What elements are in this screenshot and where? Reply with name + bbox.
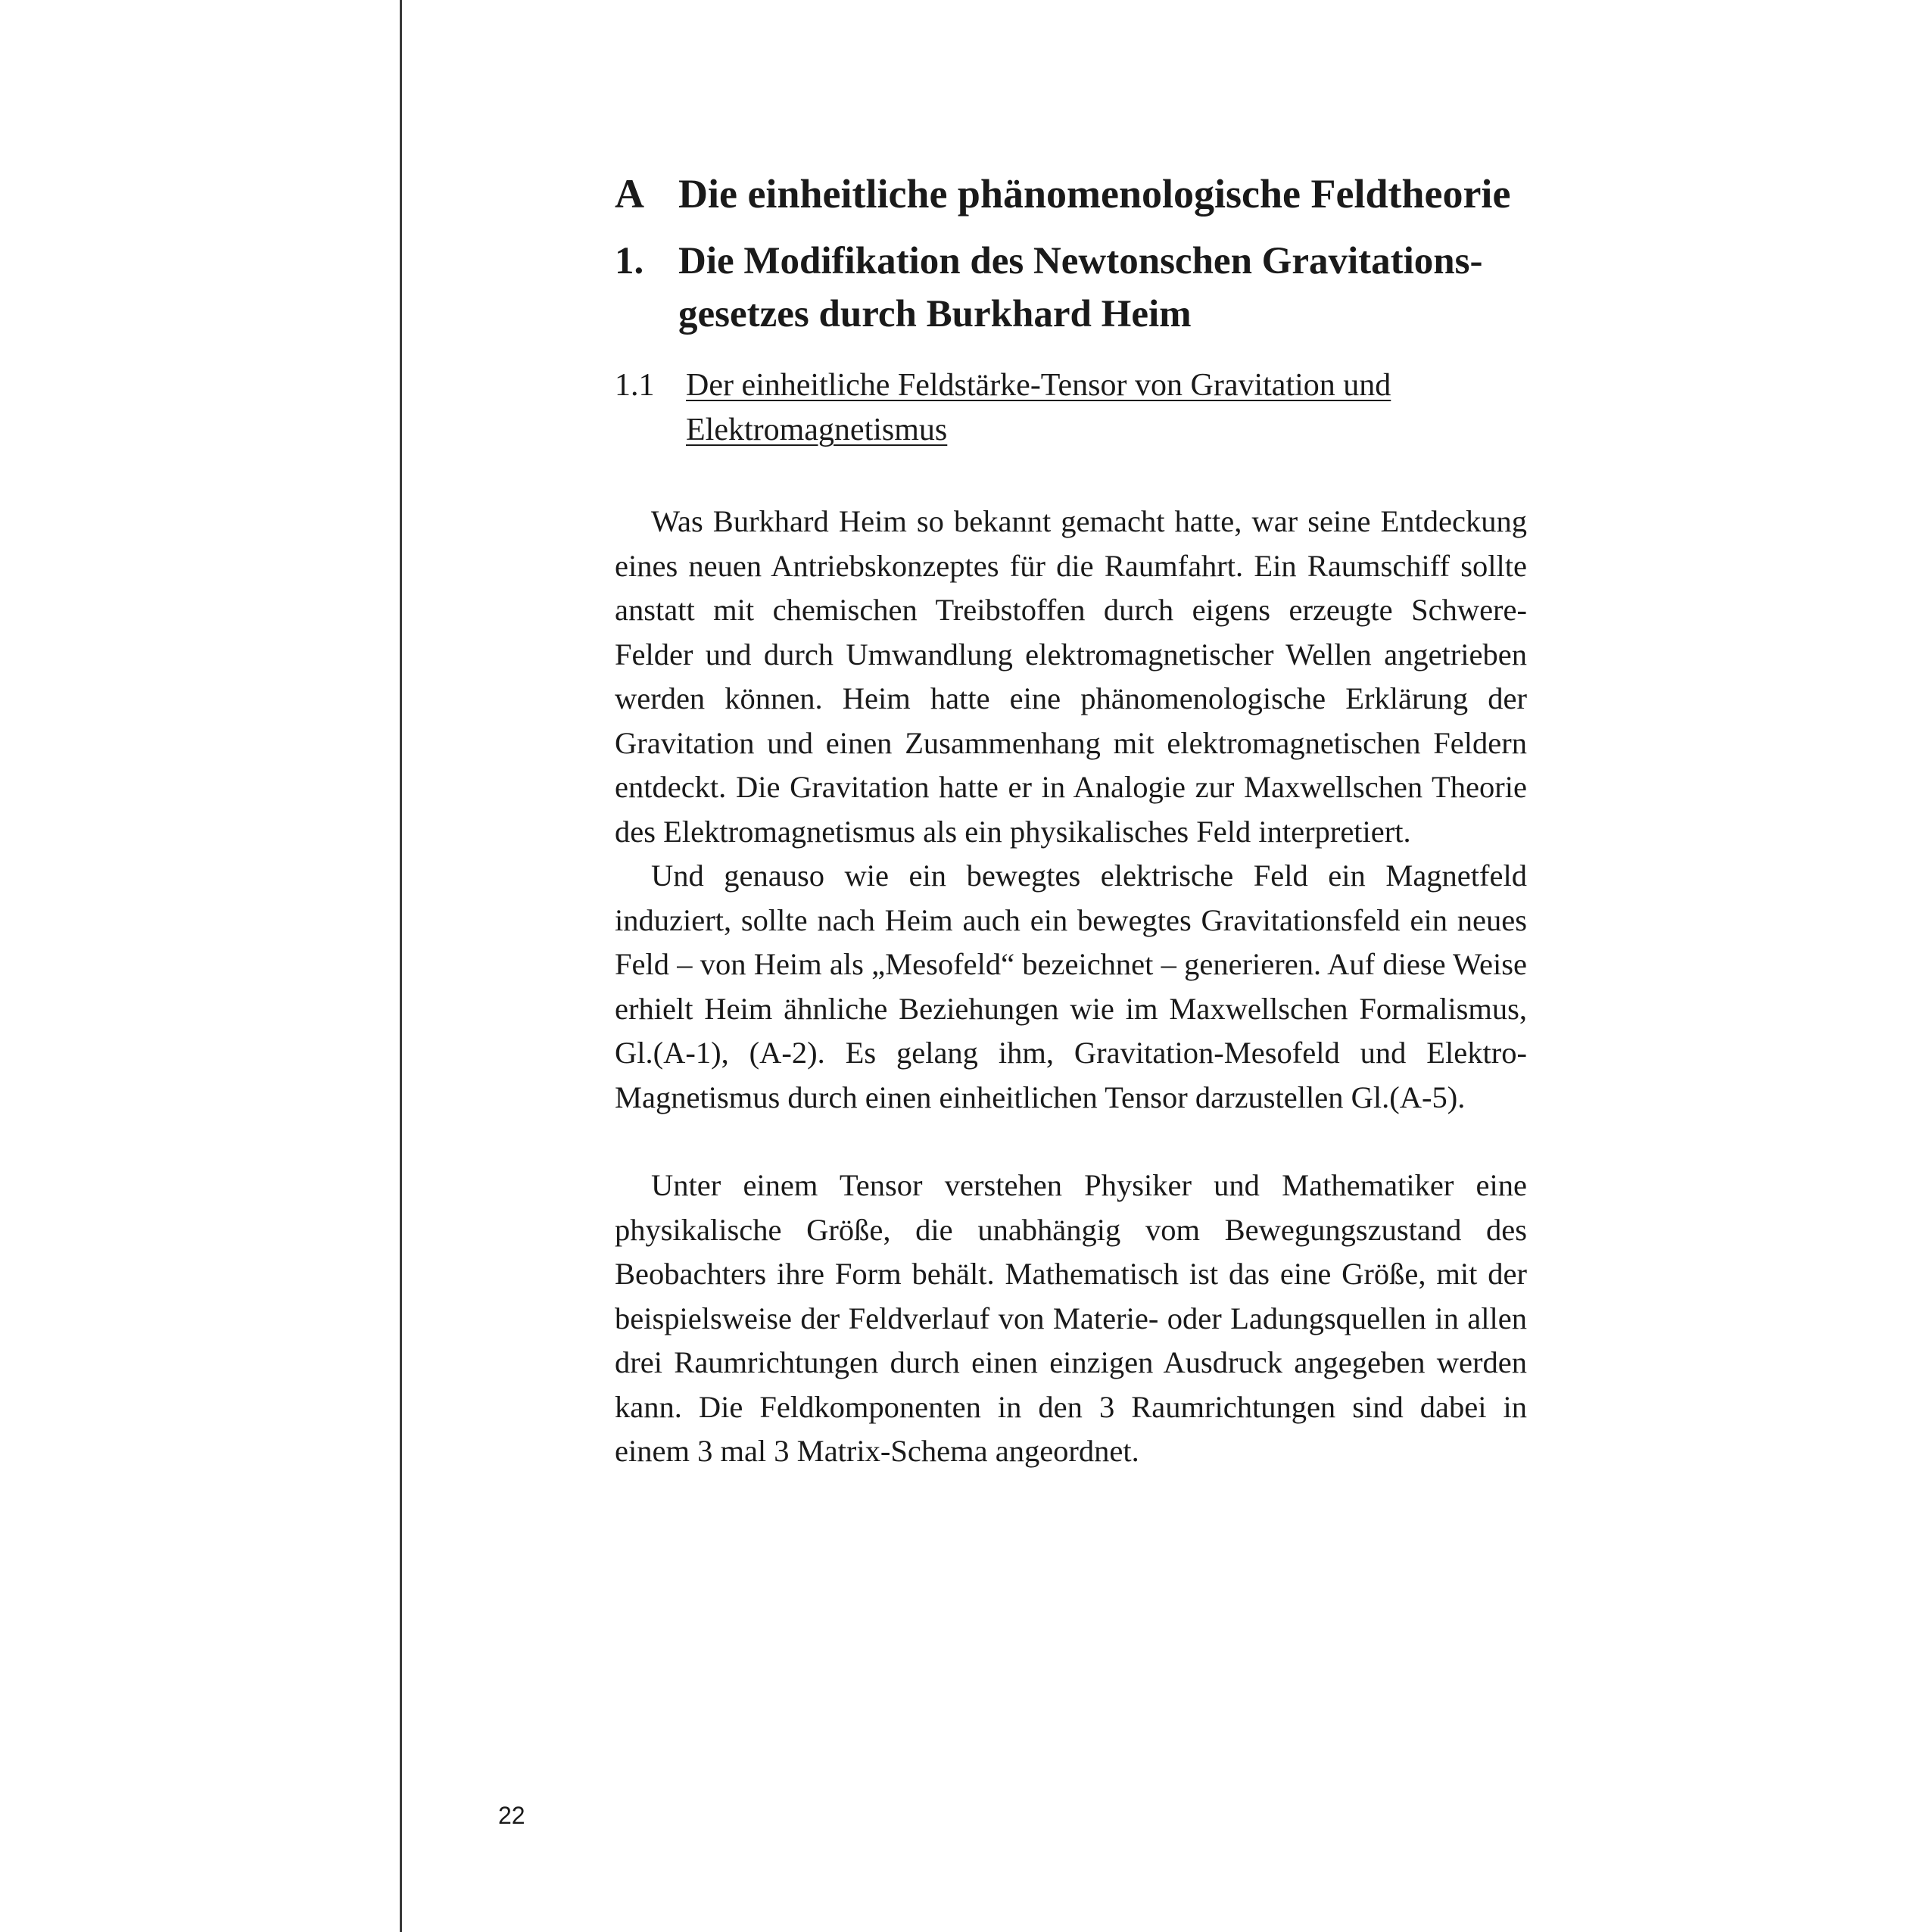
page-gutter-line [400,0,402,1932]
chapter-title: Die Modifikation des Newtonschen Gravitations-gesetzes durch Burkhard Heim [678,240,1483,335]
part-number: A [615,171,644,217]
section-heading [615,363,1527,453]
body-paragraph: Und genauso wie ein bewegtes elektrische Feld ein Magnetfeld induziert, sollte nach Heim auch ein bewegtes Gravitationsfeld ein neues Feld – von Heim als „Mesofeld“ bezeichnet – generieren. Auf diese Weise erhielt Heim ähnliche Beziehungen wie im Maxwellschen Formalismus, Gl.(A-1), (A-2). Es gelang ihm, Gravitation-Mesofeld und Elektro-Magnetismus durch einen einheitlichen Tensor darzustellen Gl.(A-5). [615,858,1527,1114]
body-paragraph: Was Burkhard Heim so bekannt gemacht hatte, war seine Entdeckung eines neuen Antriebskonzeptes für die Raumfahrt. Ein Raumschiff sollte anstatt mit chemischen Treibstoffen durch eigens erzeugte Schwere-Felder und durch Umwandlung elektromagnetischer Wellen angetrieben werden können. Heim hatte eine phänomenologische Erklärung der Gravitation und einen Zusammenhang mit elektromagnetischen Feldern entdeckt. Die Gravitation hatte er in Analogie zur Maxwellschen Theorie des Elektromagnetismus als ein physikalisches Feld interpretiert. [615,504,1527,849]
section-title: Der einheitliche Feldstärke-Tensor von Gravitation und Elektromagnetismus [686,368,1391,447]
chapter-heading [615,235,1527,341]
page-number: 22 [498,1802,525,1829]
section-number: 1.1 [615,368,655,403]
part-title: Die einheitliche phänomenologische Feldtheorie [678,171,1511,217]
page-content [615,167,1527,1474]
body-paragraph: Unter einem Tensor verstehen Physiker und Mathematiker eine physikalische Größe, die unabhängig vom Bewegungszustand des Beobachters ihre Form behält. Mathematisch ist das eine Größe, mit der beispielsweise der Feldverlauf von Materie- oder Ladungsquellen in allen drei Raumrichtungen durch einen einzigen Ausdruck angegeben werden kann. Die Feldkomponenten in den 3 Raumrichtungen sind dabei in einem 3 mal 3 Matrix-Schema angeordnet. [615,1168,1527,1468]
chapter-number: 1. [615,240,644,282]
part-heading [615,167,1527,221]
